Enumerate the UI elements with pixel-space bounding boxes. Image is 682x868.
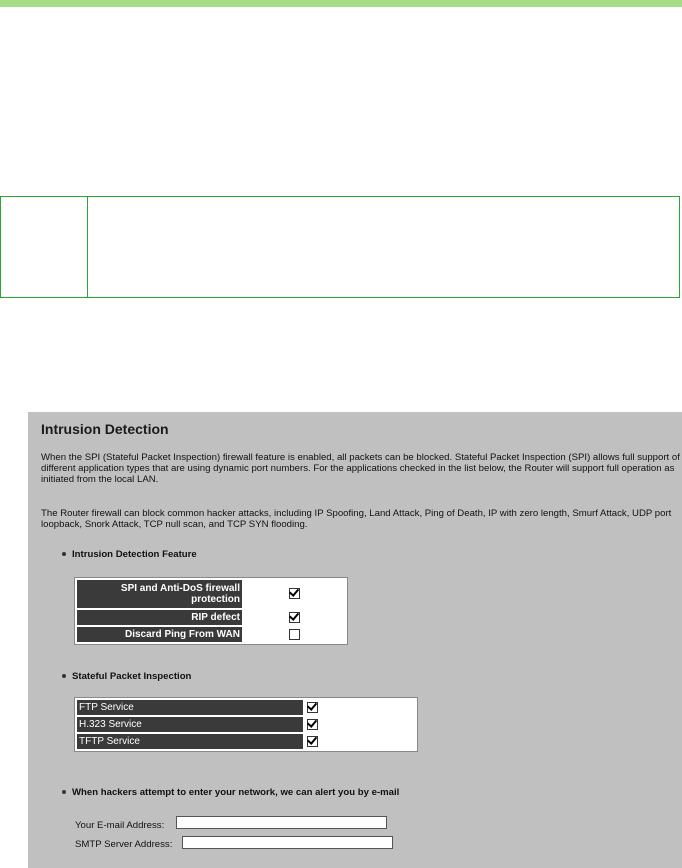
h323-service-label: H.323 Service [77, 717, 303, 732]
note-box-divider [87, 197, 88, 297]
spi-antidos-checkbox[interactable] [289, 588, 300, 599]
bullet-icon [62, 674, 66, 678]
email-address-label: Your E-mail Address: [75, 820, 165, 831]
ftp-service-cell [305, 700, 415, 715]
spi-antidos-cell [244, 580, 345, 608]
bullet-icon [62, 552, 66, 556]
email-address-input[interactable] [176, 816, 387, 829]
tftp-service-label: TFTP Service [77, 734, 303, 749]
intrusion-feature-table [74, 577, 348, 645]
top-rule [0, 0, 682, 7]
ftp-service-label: FTP Service [77, 700, 303, 715]
table-row [77, 700, 415, 715]
discard-ping-cell [244, 627, 345, 642]
rip-defect-cell [244, 610, 345, 625]
stateful-inspection-heading [74, 671, 191, 682]
stateful-inspection-heading-text: Stateful Packet Inspection [72, 671, 192, 682]
stateful-inspection-table [74, 697, 418, 752]
email-alert-heading [74, 787, 399, 798]
panel-title: Intrusion Detection [41, 421, 169, 437]
table-row [77, 627, 345, 642]
rip-defect-checkbox[interactable] [289, 612, 300, 623]
intrusion-detection-panel [28, 412, 682, 868]
table-row [77, 580, 345, 608]
intrusion-feature-heading-text: Intrusion Detection Feature [72, 549, 197, 560]
smtp-server-label: SMTP Server Address: [75, 839, 173, 850]
smtp-server-input[interactable] [182, 836, 393, 849]
spi-description: When the SPI (Stateful Packet Inspection) firewall feature is enabled, all packets can be blocked. Stateful Packet Inspection (SPI) allows full support of different application types that are using dynamic port numbers. For the applications checked in the list below, the Router will support full operation as initiated from the local LAN. [41, 452, 680, 486]
table-row [77, 717, 415, 732]
tftp-service-checkbox[interactable] [307, 736, 318, 747]
discard-ping-label: Discard Ping From WAN [77, 627, 242, 642]
table-row [77, 610, 345, 625]
spi-antidos-label: SPI and Anti-DoS firewall protection [77, 580, 242, 608]
table-row [77, 734, 415, 749]
intrusion-feature-heading [74, 549, 197, 560]
ftp-service-checkbox[interactable] [307, 702, 318, 713]
bullet-icon [62, 790, 66, 794]
h323-service-cell [305, 717, 415, 732]
discard-ping-checkbox[interactable] [289, 629, 300, 640]
note-box [0, 196, 680, 298]
tftp-service-cell [305, 734, 415, 749]
email-alert-heading-text: When hackers attempt to enter your network, we can alert you by e-mail [72, 787, 400, 798]
h323-service-checkbox[interactable] [307, 719, 318, 730]
firewall-description: The Router firewall can block common hacker attacks, including IP Spoofing, Land Attack, Ping of Death, IP with zero length, Smurf Attack, UDP port loopback, Snork Attack, TCP null scan, and TCP SYN flooding. [41, 508, 672, 531]
rip-defect-label: RIP defect [77, 610, 242, 625]
